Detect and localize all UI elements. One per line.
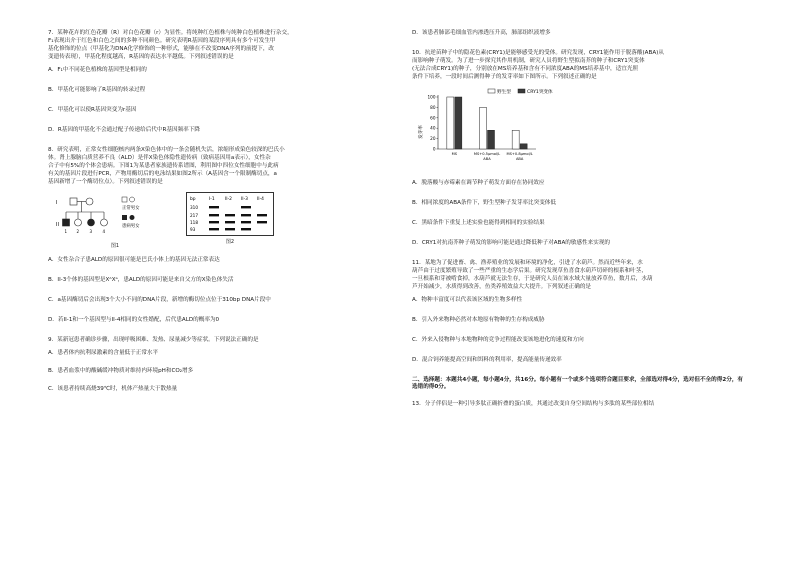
- option-a: A．物种丰富度可以代表该区域的生物多样性: [412, 296, 523, 303]
- stem-line: 一旦根系和芽被啃食掉，水葫芦就无法生存，于是研究人员在该水域大量放养草鱼，数月后，水葫: [412, 275, 653, 282]
- stem-line: 11．某地为了促进畜、禽、渔养殖业的发展和环境的净化，引进了水葫芦。然而近些年来，水: [412, 259, 643, 266]
- stem-line: 条件下培养，一段时间后测得种子的发芽率如下图所示。下列叙述正确的是: [412, 73, 597, 80]
- question-9-stem: [48, 337, 382, 344]
- right-column: [412, 30, 746, 421]
- gel-header: I-1: [209, 196, 215, 202]
- gel-band: [257, 214, 267, 216]
- figure-1: [56, 192, 174, 249]
- bar-wildtype: [480, 107, 487, 149]
- gel-band: [209, 206, 219, 208]
- band-size: 217: [190, 212, 198, 218]
- legend-mutant-swatch: [518, 89, 525, 93]
- female-affected-symbol: [88, 219, 95, 226]
- y-tick-label: 80: [430, 104, 436, 110]
- generation-label: II: [56, 221, 59, 228]
- option-c: C．外来入侵物种与本地物种的竞争过程能改变该地进化的速度和方向: [412, 336, 584, 343]
- female-normal-symbol: [101, 219, 108, 226]
- germination-chart: [416, 87, 746, 172]
- x-tick-label: MS: [451, 151, 458, 156]
- question-7-stem: [48, 30, 382, 61]
- option-d: D．CRY1对抗南芥种子萌发的影响可能是通过降低种子对ABA的敏感性来实现的: [412, 239, 611, 246]
- x-tick-label: MS+0.5μmol/L: [473, 151, 501, 156]
- bar-mutant: [455, 97, 462, 149]
- question-11-stem: [412, 260, 746, 291]
- y-tick-label: 20: [430, 136, 436, 142]
- option-b: B．引入外来物种必然对本地原有物种的生存构成威胁: [412, 316, 545, 323]
- option-c: C．甲基化可以使R基因突变为r基因: [48, 106, 137, 113]
- individual-id: 3: [89, 228, 93, 234]
- gel-band: [241, 214, 251, 216]
- question-8-stem: [48, 147, 382, 186]
- stem-line: 9．某新冠患者确诊步骤，出现呼吸困难、发热、尿量减少等症状。下列说法正确的是: [48, 336, 259, 343]
- stem-line: 合子中有5%的个体会患病。下图1为某患者家族遗传系谱图，利用图中四位女性细胞中与此病: [48, 162, 279, 169]
- figures-row: [56, 192, 382, 249]
- individual-id: 2: [76, 228, 80, 234]
- stem-line: 10．抗逆苗种子中的隐花色素(CRY1)是能够感受光的受体。研究发现，CRY1能作用于脱落酸(ABA)从: [412, 49, 664, 56]
- bar-chart-svg: [416, 87, 566, 169]
- individual-id: 1: [64, 228, 68, 234]
- question-9-option-d: D．该患者肺部毛细血管内渗透压升高，肺部组织液增多: [412, 30, 551, 36]
- female-normal-symbol: [86, 198, 93, 205]
- stem-line: 基因新增了一个酶切位点）。下列叙述错误的是: [48, 178, 163, 185]
- question-13-stem: 13．分子伴侣是一种引导多肽正确折叠的蛋白质，其通过改变自身空间结构与多肽的某些部位相结: [412, 400, 655, 407]
- gel-header: II-4: [257, 196, 264, 202]
- option-c: C．该患者持续高烧39℃时，机体产热量大于散热量: [48, 385, 178, 392]
- stem-line: 而影响种子萌发。为了进一步探究其作用机制，研究人员将野生型拟南芥的种子和CRY1突变体: [412, 57, 645, 64]
- y-axis-ticks: [428, 94, 439, 151]
- option-d: D．混合饲养能提高空间和饵料的利用率，提高能量传递效率: [412, 356, 562, 363]
- male-affected-symbol: [63, 219, 70, 226]
- legend-female-affected-icon: [130, 215, 135, 220]
- option-c: C．黑暗条件下重复上述实验也能得到相同的实验结果: [412, 219, 545, 226]
- band-size: 310: [190, 204, 198, 210]
- gel-band: [209, 214, 219, 216]
- gel-header: II-3: [241, 196, 248, 202]
- y-tick-label: 0: [432, 146, 436, 152]
- question-11: [412, 260, 746, 364]
- chart-legend: [488, 88, 553, 95]
- female-normal-symbol: [75, 219, 82, 226]
- gel-header: bp: [190, 196, 196, 202]
- gel-band: [209, 221, 219, 223]
- x-tick-label: ABA: [483, 156, 491, 161]
- bars-group: [447, 97, 527, 149]
- legend-female-normal-icon: [130, 197, 135, 202]
- band-size: 93: [190, 226, 196, 232]
- y-tick-label: 100: [427, 94, 436, 100]
- legend-wildtype-swatch: [488, 89, 495, 93]
- gel-header: II-2: [225, 196, 232, 202]
- stem-line: 芦开始减少，水质得到改善，鱼类养殖效益大大提升。下列叙述正确的是: [412, 283, 592, 290]
- option-a: A．脱落酸与赤霉素在调节种子萌发方面存在协同效应: [412, 179, 545, 186]
- figure-2: [186, 192, 274, 245]
- option-d: D．R基因的甲基化不会通过配子传递给后代中R基因频率下降: [48, 126, 200, 133]
- legend-mutant-label: CRY1突变体: [527, 89, 553, 95]
- gel-band: [241, 206, 251, 208]
- stem-line: 体。肾上腺脑白质营养不良（ALD）是伴X染色体隐性遗传病（致病基因用a表示），女性杂: [48, 154, 271, 161]
- y-axis-label: 发芽率: [419, 125, 424, 139]
- option-b: B．相同浓度的ABA条件下，野生型种子发芽率比突变体低: [412, 199, 556, 206]
- gel-band: [209, 228, 219, 230]
- bar-mutant: [520, 144, 527, 149]
- generation-label: I: [56, 199, 58, 206]
- option-c: C．a基因酶切后会出现3个大小不同的DNA片段，新增的酶切位点位于310bp DNA片段中: [48, 297, 271, 303]
- gel-band: [241, 228, 251, 230]
- bar-wildtype: [447, 97, 454, 149]
- question-7: [48, 30, 382, 134]
- stem-line: F₁表现出介于红色和白色之间的多种不同颜色。研究表明R基因的某段序列具有多个可发生甲: [48, 37, 276, 44]
- bar-wildtype: [512, 130, 519, 149]
- question-9: [48, 337, 382, 393]
- band-size: 118: [190, 219, 198, 225]
- question-10-stem: [412, 50, 746, 81]
- x-tick-label: ABA: [515, 156, 524, 161]
- option-b: B．患者血浆中的酸碱缓冲物质对维持内环境pH和CO₂增多: [48, 367, 194, 374]
- x-axis-labels: [452, 152, 533, 161]
- option-b: B．甲基化可能影响了R基因的转录过程: [48, 86, 146, 93]
- legend-affected-label: 患病男女: [122, 223, 140, 229]
- gel-band: [225, 214, 235, 216]
- legend-normal-label: 正常男女: [122, 205, 140, 211]
- y-tick-label: 60: [430, 115, 436, 121]
- bar-mutant: [488, 130, 495, 149]
- pedigree-diagram: [56, 192, 174, 240]
- stem-line: 7．某种花卉的红色花瓣（R）对白色花瓣（r）为显性。将纯种红色植株与纯种白色植株进行杂交，: [48, 30, 293, 36]
- option-a: A．患者体内抗利尿激素的含量低于正常水平: [48, 349, 159, 356]
- gel-band: [225, 228, 235, 230]
- stem-line: 有关的基因片段进行PCR，产物用酶切后的电泳结果如图2所示（A基因含一个限制酶切点，a: [48, 170, 277, 177]
- figure-1-label: 图1: [110, 242, 120, 249]
- legend-male-affected-icon: [122, 215, 127, 220]
- x-tick-label: MS+0.8μmol/L: [506, 151, 533, 156]
- question-8: [48, 147, 382, 324]
- electrophoresis-gel: [186, 192, 274, 236]
- stem-line: 变遗传表现），甲基化程度越高，R基因的表达水平越低。下列叙述错误的是: [48, 53, 234, 60]
- option-a: A．F₁中不同花色植株的基因型是相同的: [48, 66, 147, 73]
- gel-band: [257, 221, 267, 223]
- individual-id: 4: [102, 228, 106, 234]
- stem-line: 基化修饰的位点（甲基化为DNA化学修饰的一种形式，能够在不改变DNA序列的前提下，改: [48, 45, 275, 52]
- option-b: B．II-3个体的基因型是XᴬXᵃ，患ALD的原因可能是来自父方的X染色体失活: [48, 277, 234, 284]
- figure-2-label: 图2: [225, 238, 235, 245]
- left-column: [48, 30, 382, 404]
- stem-line: (无法合成CRY1)的种子，分别放在MS培养基和含有不同浓度ABA的MS培养基中，适宜光照: [412, 65, 639, 72]
- legend-male-normal-icon: [122, 197, 127, 202]
- male-normal-symbol: [70, 198, 77, 205]
- option-d: D．若II-1和一个基因型与II-4相同的女性婚配，后代患ALD的概率为0: [48, 316, 220, 323]
- gel-band: [241, 221, 251, 223]
- stem-line: 葫芦由于过度繁殖导致了一些严重的生态学后果。研究发现草鱼喜食水葫芦切碎的根系和叶茎，: [412, 267, 647, 274]
- gel-band: [225, 221, 235, 223]
- legend-wildtype-label: 野生型: [497, 89, 511, 95]
- y-tick-label: 40: [430, 125, 436, 131]
- option-a: A．女性杂合子患ALD的原因很可能是巴氏小体上的基因无法正常表达: [48, 257, 220, 264]
- section-2-heading: 二、选择题：本题共4小题，每小题4分，共16分。每小题有一个或多个选项符合题目要求，全部选对得4分，选对但不全的得2分，有选错的得0分。: [412, 376, 744, 390]
- question-10: [412, 50, 746, 247]
- stem-line: 8．研究表明，正常女性细胞核内两条X染色体中的一条会随机失活，浓缩形成染色较深的巴氏小: [48, 146, 285, 153]
